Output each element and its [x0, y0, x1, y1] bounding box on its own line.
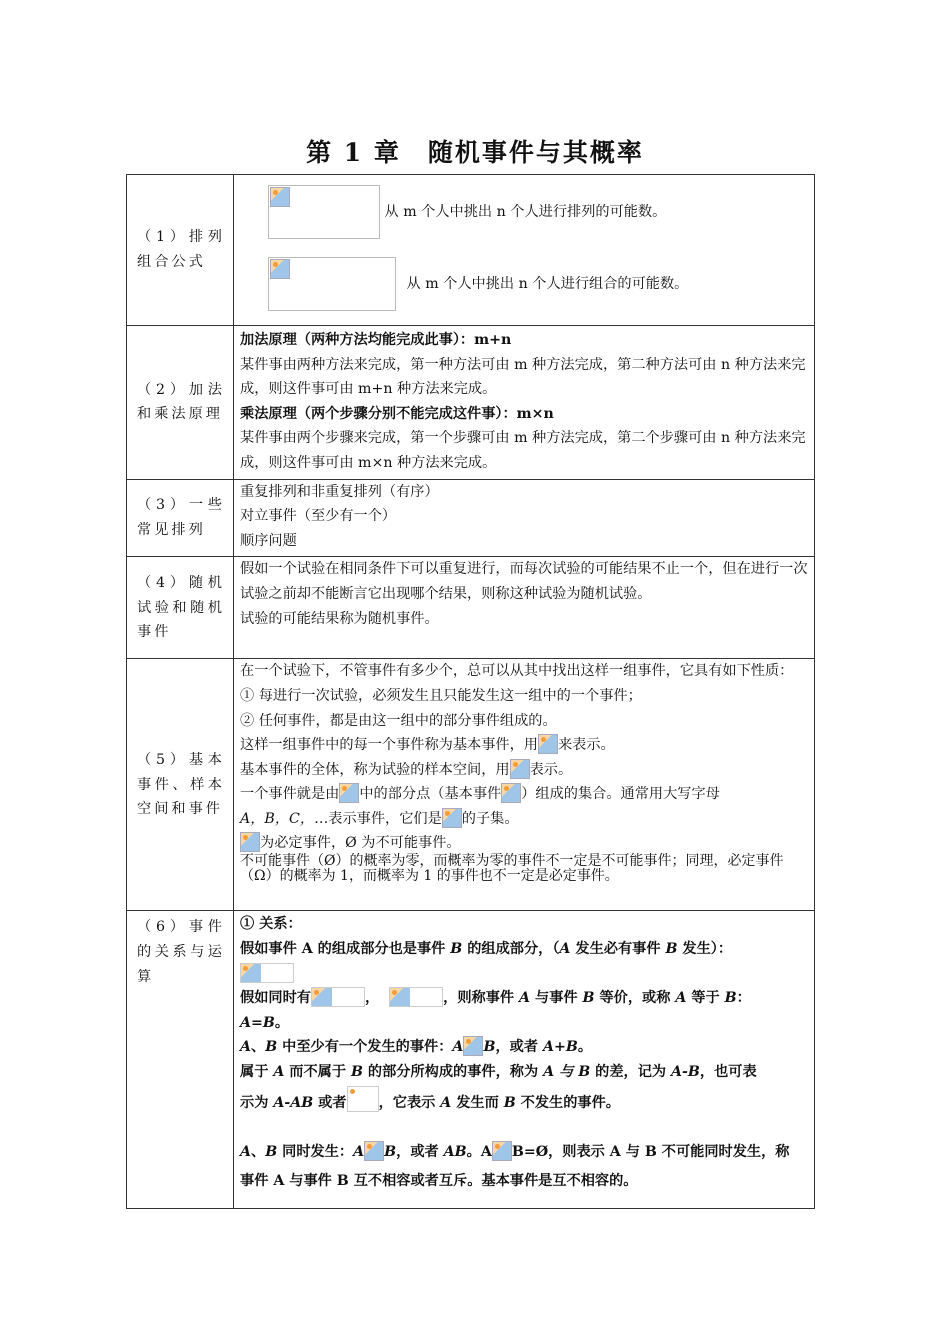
- subset-formula-icon: [240, 963, 294, 983]
- combination-text: 从 m 个人中挑出 n 个人进行组合的可能数。: [406, 276, 689, 292]
- relation-heading: ① 关系：: [240, 916, 302, 933]
- content-table: [126, 174, 815, 1209]
- paragraph: 一个事件就是由 中的部分点（基本事件 ）组成的集合。通常用大写字母: [240, 782, 808, 807]
- subset-formula-icon: [389, 987, 443, 1007]
- addition-principle-heading: 加法原理（两种方法均能完成此事）：m+n: [240, 332, 512, 348]
- paragraph: A，B，C，…表示事件，它们是 的子集。: [240, 807, 808, 832]
- paragraph: 为必定事件，Ø 为不可能事件。: [240, 832, 808, 854]
- omega-symbol-icon: [501, 783, 521, 803]
- list-item: 对立事件（至少有一个）: [240, 508, 397, 525]
- table-row: [127, 557, 815, 659]
- table-row: [127, 175, 815, 326]
- list-item: 顺序问题: [240, 532, 297, 549]
- difference-formula-icon: [347, 1086, 379, 1112]
- permutation-text: 从 m 个人中挑出 n 个人进行排列的可能数。: [384, 204, 667, 220]
- intersection-symbol-icon: [492, 1141, 512, 1161]
- row-content: [234, 911, 815, 1209]
- paragraph: 假如同时有 ， ，则称事件 A 与事件 B 等价，或称 A 等于 B： A=B。: [240, 986, 808, 1035]
- paragraph: ① 每进行一次试验，必须发生且只能发生这一组中的一个事件；: [240, 687, 642, 704]
- row-content: [234, 326, 815, 480]
- row-content: [234, 557, 815, 659]
- permutation-formula-image: [268, 185, 380, 239]
- addition-principle-text: 某件事由两种方法来完成，第一种方法可由 m 种方法完成，第二种方法可由 n 种方法来完成，则这件事可由 m+n 种方法来完成。: [240, 356, 806, 398]
- omega-symbol-icon: [510, 759, 530, 779]
- row-label: （5）基本事件、样本空间和事件: [127, 659, 234, 911]
- paragraph: 基本事件的全体，称为试验的样本空间，用 表示。: [240, 758, 808, 783]
- paragraph: 假如事件 A 的组成部分也是事件 B 的组成部分，（A 发生必有事件 B 发生）：: [240, 940, 733, 957]
- paragraph: 不可能事件（Ø）的概率为零，而概率为零的事件不一定是不可能事件；同理，必定事件（Ω）的概率为 1，而概率为 1 的事件也不一定是必定事件。: [240, 852, 784, 884]
- paragraph: ② 任何事件，都是由这一组中的部分事件组成的。: [240, 712, 557, 729]
- combination-formula-image: [268, 257, 396, 311]
- table-row: [127, 659, 815, 911]
- row-label: （2）加法和乘法原理: [127, 326, 234, 480]
- row-content: [234, 479, 815, 557]
- formula-line: [240, 962, 808, 987]
- paragraph: 属于 A 而不属于 B 的部分所构成的事件，称为 A 与 B 的差，记为 A-B，也可表: [240, 1063, 757, 1080]
- row-label: （4）随机试验和随机事件: [127, 557, 234, 659]
- union-symbol-icon: [463, 1036, 483, 1056]
- random-event-definition: 试验的可能结果称为随机事件。: [240, 610, 439, 627]
- paragraph: A、B 同时发生：A B，或者 AB。A B=Ø，则表示 A 与 B 不可能同时发生，称: [240, 1135, 808, 1169]
- paragraph: 在一个试验下，不管事件有多少个，总可以从其中找出这样一组事件，它具有如下性质：: [240, 663, 794, 680]
- subset-formula-icon: [311, 987, 365, 1007]
- row-label: （3）一些常见排列: [127, 479, 234, 557]
- omega-symbol-icon: [442, 808, 462, 828]
- table-row: [127, 326, 815, 480]
- paragraph: 这样一组事件中的每一个事件称为基本事件，用 来表示。: [240, 733, 808, 758]
- paragraph: A、B 中至少有一个发生的事件：A B，或者 A+B。: [240, 1035, 808, 1060]
- image-placeholder-icon: [270, 187, 290, 207]
- row-content: [234, 659, 815, 911]
- row-label: （6）事件的关系与运算: [127, 911, 234, 1209]
- omega-symbol-icon: [339, 783, 359, 803]
- multiplication-principle-text: 某件事由两个步骤来完成，第一个步骤可由 m 种方法完成，第二个步骤可由 n 种方法来完成，则这件事可由 m×n 种方法来完成。: [240, 430, 806, 471]
- intersection-symbol-icon: [364, 1141, 384, 1161]
- omega-symbol-icon: [240, 832, 260, 852]
- image-placeholder-icon: [270, 259, 290, 279]
- random-experiment-definition: 假如一个试验在相同条件下可以重复进行，而每次试验的可能结果不止一个，但在进行一次试验之前却不能断言它出现哪个结果，则称这种试验为随机试验。: [240, 561, 808, 602]
- row-label: （1）排列组合公式: [127, 175, 234, 326]
- row-content: [234, 175, 815, 326]
- page-title: 第 1 章 随机事件与其概率: [306, 138, 644, 167]
- omega-symbol-icon: [538, 734, 558, 754]
- paragraph: 事件 A 与事件 B 互不相容或者互斥。基本事件是互不相容的。: [240, 1172, 638, 1189]
- paragraph: 示为 A-AB 或者 ，它表示 A 发生而 B 不发生的事件。: [240, 1085, 808, 1121]
- list-item: 重复排列和非重复排列（有序）: [240, 483, 439, 500]
- table-row: [127, 479, 815, 557]
- table-row: [127, 911, 815, 1209]
- multiplication-principle-heading: 乘法原理（两个步骤分别不能完成这件事）：m×n: [240, 405, 554, 422]
